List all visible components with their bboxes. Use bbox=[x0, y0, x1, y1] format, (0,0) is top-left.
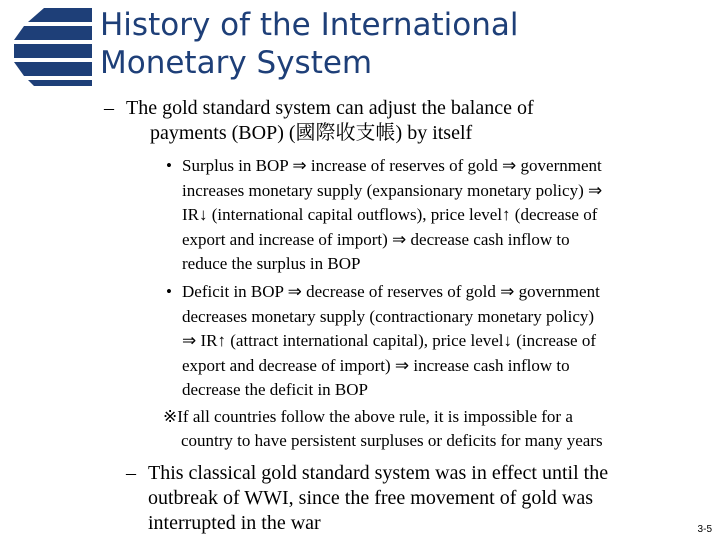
slide-logo-icon bbox=[14, 8, 92, 86]
bullet-1-line: The gold standard system can adjust the balance of bbox=[126, 97, 534, 119]
sub-bullet-line: increases monetary supply (expansionary monetary policy) ⇒ bbox=[182, 180, 603, 200]
bullet-2-line: This classical gold standard system was in effect until the bbox=[148, 462, 609, 484]
sub-bullet-line: ⇒ IR↑ (attract international capital), price level↓ (increase of bbox=[182, 331, 597, 350]
title-line-2: Monetary System bbox=[100, 45, 373, 81]
bullet-1 bbox=[104, 96, 686, 146]
sub-bullet-surplus bbox=[166, 154, 712, 277]
note-line: ※If all countries follow the above rule, it is impossible for a bbox=[163, 407, 573, 426]
sub-bullet-line: Surplus in BOP ⇒ increase of reserves of gold ⇒ government bbox=[182, 156, 602, 175]
bullet-2-line: outbreak of WWI, since the free movement of gold was bbox=[148, 487, 594, 509]
sub-bullet-line: decreases monetary supply (contractionary monetary policy) bbox=[182, 306, 595, 326]
bullet-marker: • bbox=[166, 156, 172, 175]
sub-bullet-line: export and increase of import) ⇒ decrease cash inflow to bbox=[182, 229, 570, 249]
sub-bullet-line: decrease the deficit in BOP bbox=[182, 380, 368, 399]
dash-marker: – bbox=[126, 462, 136, 484]
sub-bullet-line: export and decrease of import) ⇒ increase cash inflow to bbox=[182, 355, 570, 375]
bullet-1-line: payments (BOP) (國際收支帳) by itself bbox=[150, 122, 473, 144]
sub-bullet-line: reduce the surplus in BOP bbox=[182, 254, 361, 273]
bullet-2 bbox=[126, 461, 708, 536]
title-line-1: History of the International bbox=[100, 7, 519, 43]
bullet-2-line: interrupted in the war bbox=[148, 512, 321, 534]
sub-bullet-line: Deficit in BOP ⇒ decrease of reserves of gold ⇒ government bbox=[182, 282, 600, 301]
dash-marker: – bbox=[104, 97, 114, 119]
note-block bbox=[163, 405, 693, 453]
bullet-marker: • bbox=[166, 282, 172, 301]
sub-bullet-deficit bbox=[166, 280, 712, 403]
page-number: 3-5 bbox=[697, 524, 712, 535]
sub-bullet-line: IR↓ (international capital outflows), price level↑ (decrease of bbox=[182, 205, 598, 224]
note-line: country to have persistent surpluses or deficits for many years bbox=[181, 431, 603, 450]
slide-title bbox=[100, 6, 700, 82]
